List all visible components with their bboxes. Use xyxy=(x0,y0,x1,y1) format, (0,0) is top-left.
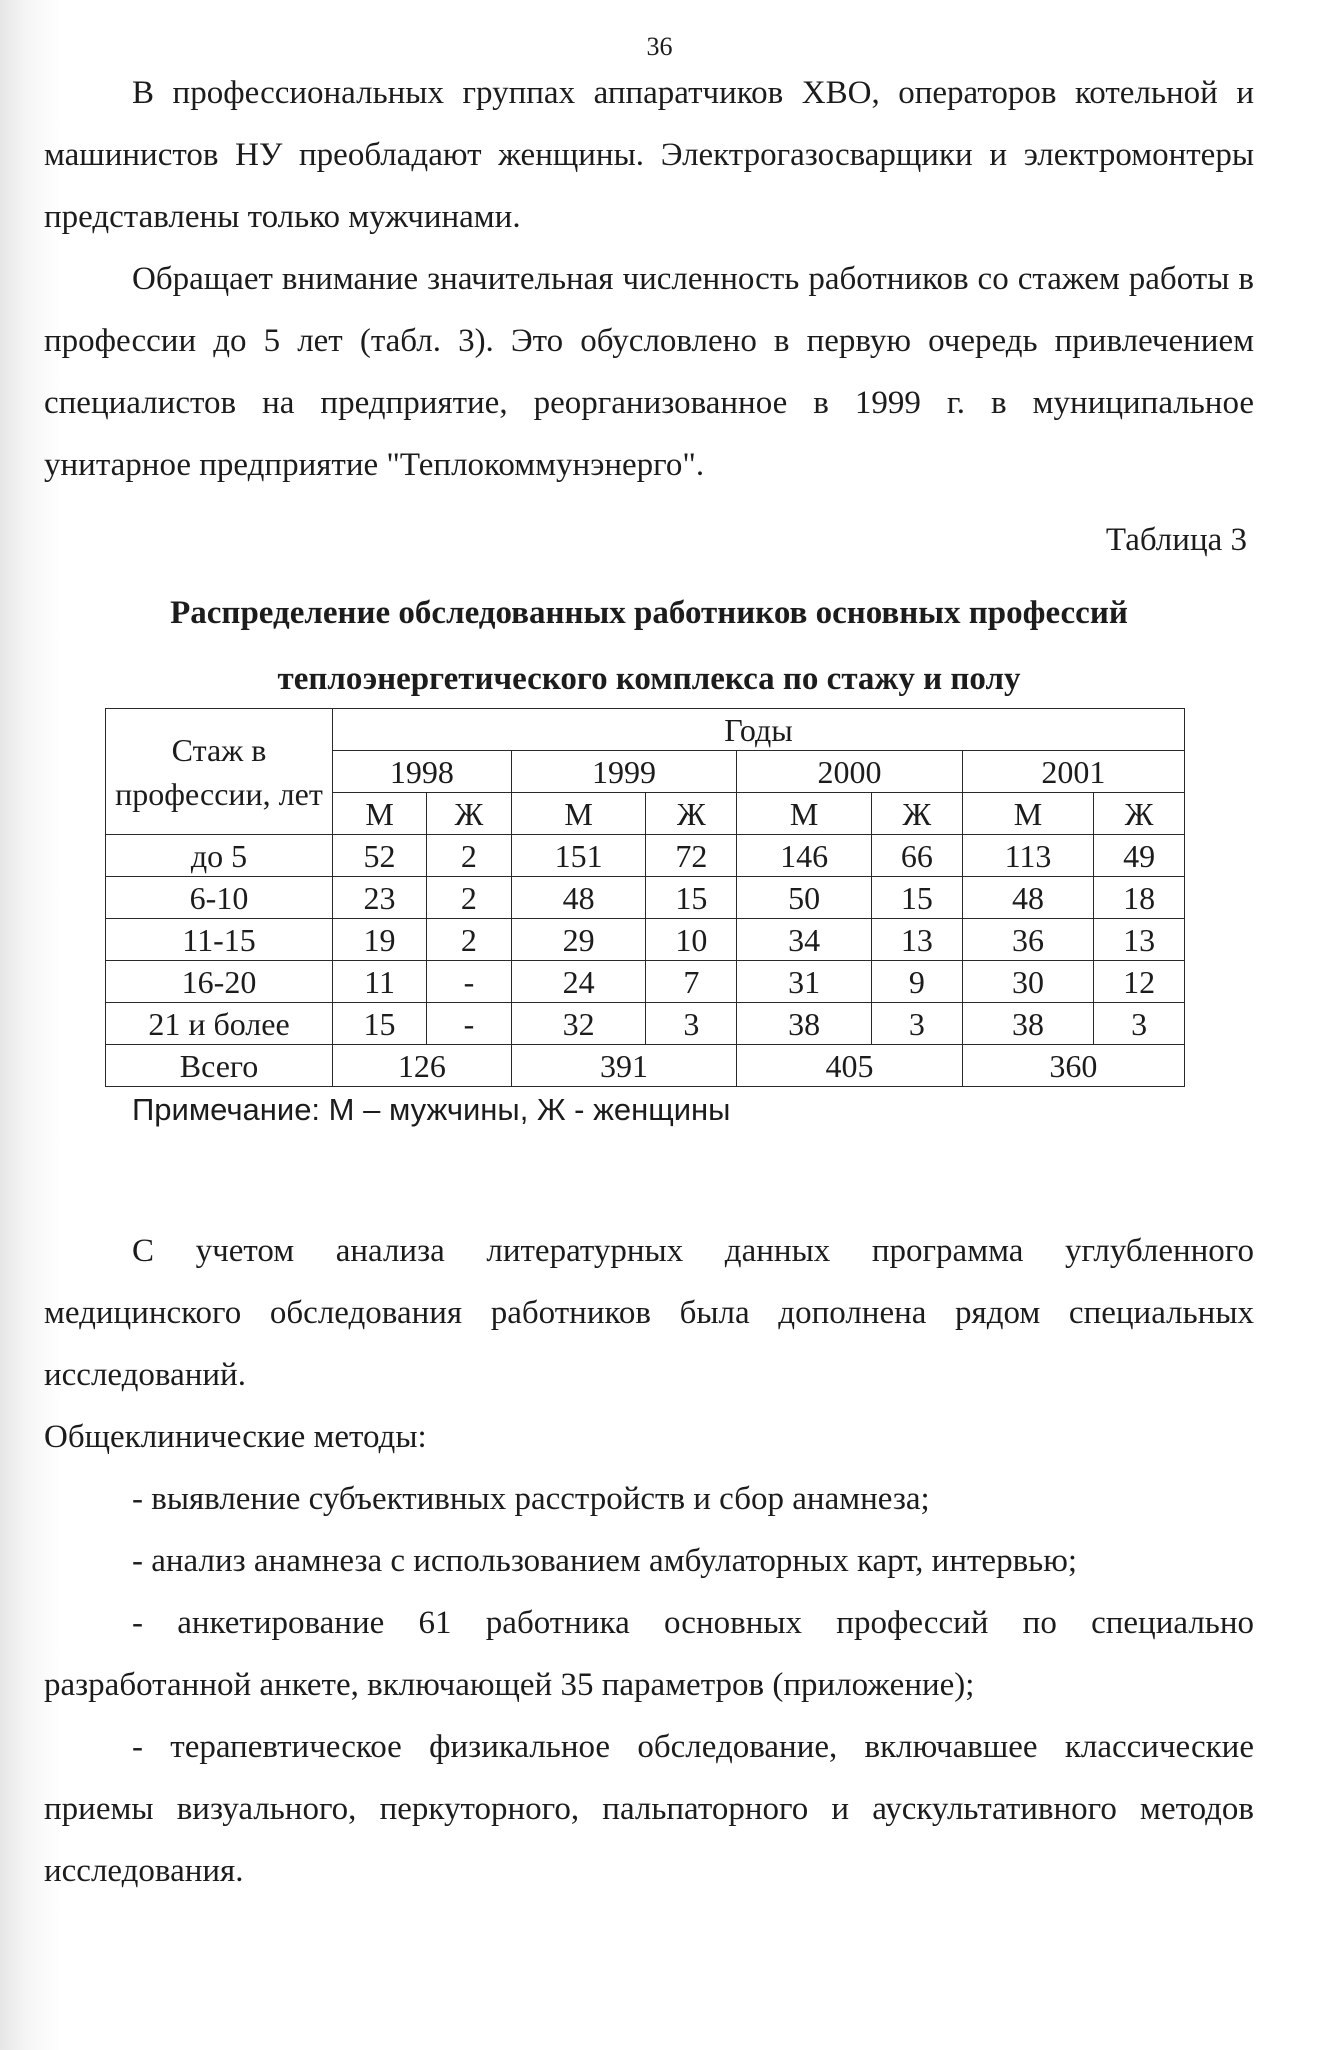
row-label: 6-10 xyxy=(106,877,333,919)
table-cell: 48 xyxy=(511,877,646,919)
method-item: - терапевтическое физикальное обследование, включавшее классические приемы визуального, перкуторного, пальпаторного и аускультативного методов исследования. xyxy=(44,1729,1254,1889)
row-label: до 5 xyxy=(106,835,333,877)
sex-header-f: Ж xyxy=(1094,793,1185,835)
table-cell: 3 xyxy=(871,1003,962,1045)
table-cell: 13 xyxy=(1094,919,1185,961)
table-cell: 38 xyxy=(962,1003,1093,1045)
total-cell: 391 xyxy=(511,1045,737,1087)
sex-header-f: Ж xyxy=(871,793,962,835)
table-cell: 15 xyxy=(871,877,962,919)
table-cell: 52 xyxy=(333,835,427,877)
table-cell: 13 xyxy=(871,919,962,961)
table-cell: 146 xyxy=(737,835,872,877)
table-cell: 12 xyxy=(1094,961,1185,1003)
table-row xyxy=(106,919,1185,961)
year-header: 1999 xyxy=(511,751,737,793)
table-cell: 72 xyxy=(646,835,737,877)
table-cell: 2 xyxy=(427,877,512,919)
methods-heading: Общеклинические методы: xyxy=(44,1419,427,1455)
table-row xyxy=(106,835,1185,877)
table-cell: 34 xyxy=(737,919,872,961)
table-cell: 36 xyxy=(962,919,1093,961)
year-header: 2001 xyxy=(962,751,1184,793)
paragraph-3: С учетом анализа литературных данных программа углубленного медицинского обследования работников была дополнена рядом специальных исследований. xyxy=(44,1233,1254,1393)
table-cell: 10 xyxy=(646,919,737,961)
total-label: Всего xyxy=(106,1045,333,1087)
table-cell: 30 xyxy=(962,961,1093,1003)
table-cell: 29 xyxy=(511,919,646,961)
page-number: 36 xyxy=(646,32,673,61)
table-row xyxy=(106,961,1185,1003)
table-title-line-1: Распределение обследованных работников основных профессий xyxy=(170,595,1128,631)
paragraph-1: В профессиональных группах аппаратчиков ХВО, операторов котельной и машинистов НУ преобладают женщины. Электрогазосварщики и электромонтеры представлены только мужчинами. xyxy=(44,75,1254,235)
table-cell: - xyxy=(427,961,512,1003)
table-cell: 18 xyxy=(1094,877,1185,919)
table-corner-header: Стаж в профессии, лет xyxy=(106,709,333,835)
sex-header-m: М xyxy=(511,793,646,835)
table-cell: 15 xyxy=(646,877,737,919)
table-cell: 151 xyxy=(511,835,646,877)
method-item: - выявление субъективных расстройств и сбор анамнеза; xyxy=(132,1481,930,1517)
sex-header-m: М xyxy=(737,793,872,835)
table-cell: 15 xyxy=(333,1003,427,1045)
row-label: 11-15 xyxy=(106,919,333,961)
table-cell: 2 xyxy=(427,919,512,961)
table-cell: 24 xyxy=(511,961,646,1003)
table-cell: 113 xyxy=(962,835,1093,877)
sex-header-f: Ж xyxy=(427,793,512,835)
sex-header-m: М xyxy=(333,793,427,835)
total-cell: 405 xyxy=(737,1045,963,1087)
paragraph-2: Обращает внимание значительная численность работников со стажем работы в профессии до 5 лет (табл. 3). Это обусловлено в первую очередь привлечением специалистов на предприятие, реорганизованное в 1999 г. в муниципальное унитарное предприятие "Теплокоммунэнерго". xyxy=(44,261,1254,483)
total-row xyxy=(106,1045,1185,1087)
table-cell: 11 xyxy=(333,961,427,1003)
sex-header-f: Ж xyxy=(646,793,737,835)
row-label: 21 и более xyxy=(106,1003,333,1045)
year-header: 1998 xyxy=(333,751,512,793)
table-cell: 50 xyxy=(737,877,872,919)
table-cell: 2 xyxy=(427,835,512,877)
table-cell: 7 xyxy=(646,961,737,1003)
table-title xyxy=(44,580,1254,712)
table-cell: 3 xyxy=(646,1003,737,1045)
table-cell: 66 xyxy=(871,835,962,877)
row-label: 16-20 xyxy=(106,961,333,1003)
method-item: - анализ анамнеза с использованием амбулаторных карт, интервью; xyxy=(132,1543,1078,1579)
table-cell: 9 xyxy=(871,961,962,1003)
table-row xyxy=(106,1003,1185,1045)
table-note: Примечание: М – мужчины, Ж - женщины xyxy=(132,1092,731,1127)
year-header: 2000 xyxy=(737,751,963,793)
method-item: - анкетирование 61 работника основных профессий по специально разработанной анкете, включающей 35 параметров (приложение); xyxy=(44,1605,1254,1703)
total-cell: 360 xyxy=(962,1045,1184,1087)
table-cell: 3 xyxy=(1094,1003,1185,1045)
table-years-header: Годы xyxy=(333,709,1185,751)
table-cell: 23 xyxy=(333,877,427,919)
table-cell: 49 xyxy=(1094,835,1185,877)
table-cell: 32 xyxy=(511,1003,646,1045)
table-title-line-2: теплоэнергетического комплекса по стажу и полу xyxy=(277,661,1021,697)
sex-header-m: М xyxy=(962,793,1093,835)
table-label: Таблица 3 xyxy=(1105,522,1247,558)
table-cell: - xyxy=(427,1003,512,1045)
data-table xyxy=(105,708,1185,1087)
total-cell: 126 xyxy=(333,1045,512,1087)
table-cell: 19 xyxy=(333,919,427,961)
table-cell: 31 xyxy=(737,961,872,1003)
table-cell: 38 xyxy=(737,1003,872,1045)
table-row xyxy=(106,877,1185,919)
table-cell: 48 xyxy=(962,877,1093,919)
